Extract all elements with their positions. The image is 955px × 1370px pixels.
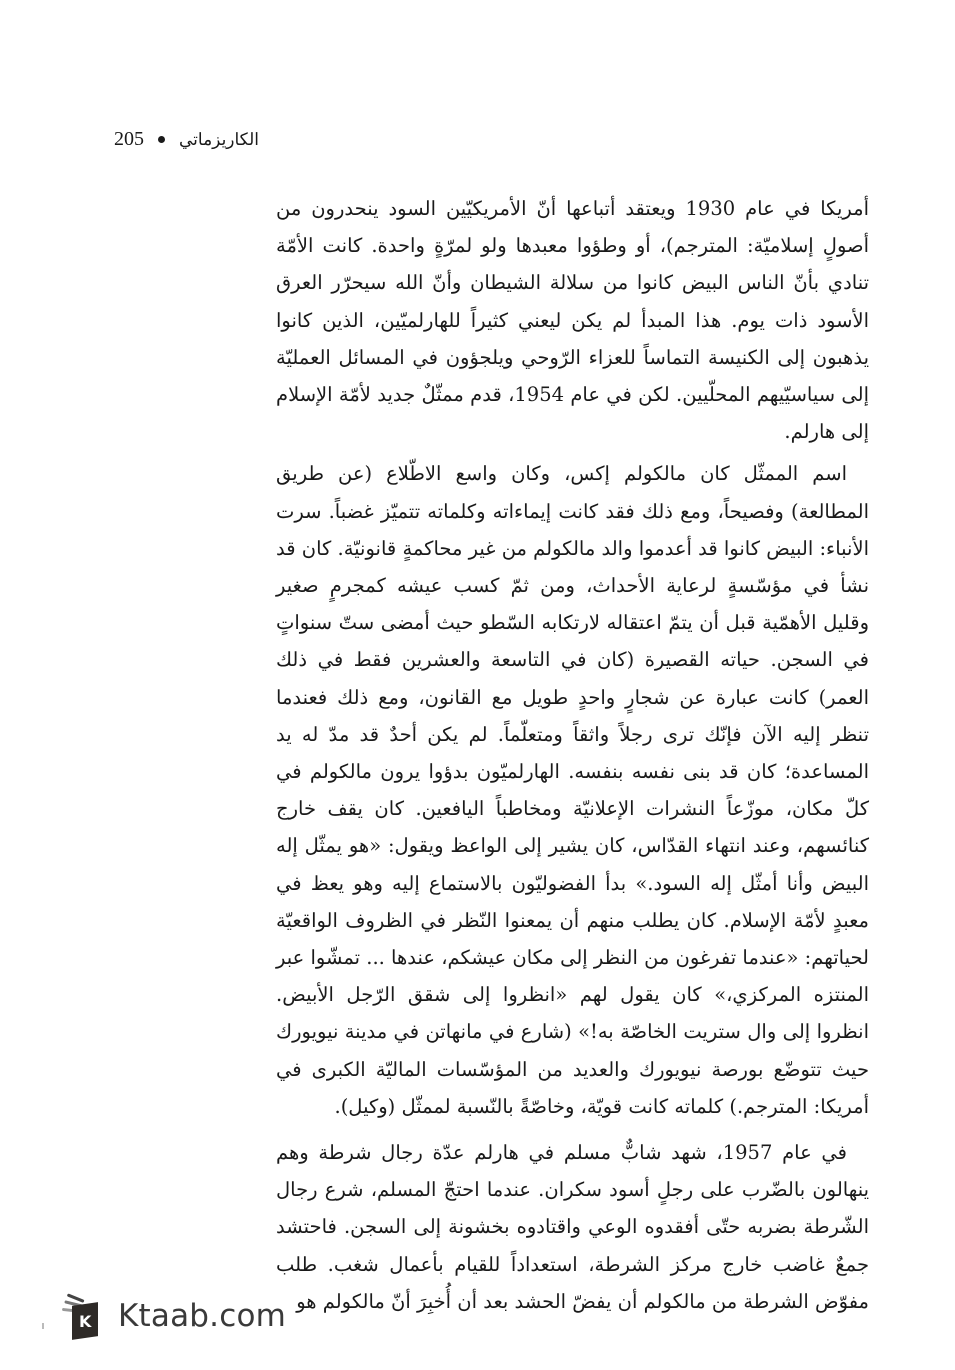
paragraph-3: في عام 1957، شهد شابٌّ مسلم في هارلم عدّة رجال شرطة وهم ينهالون بالضّرب على رجلٍ أسود سكران. عندما احتجّ المسلم، شرع رجال الشّرطة بضربه حتّى أفقدوه الوعي واقتادوه بخشونة إلى السجن. فاحتشد جمعٌ غاضب خارج مركز الشرطة، استعداداً للقيام بأعمال شغب. طلب مفوّض الشرطة من مالكولم أن يفضّ الحشد بعد أن أُخبِرَ أنّ مالكولم هو <box>276 1141 869 1313</box>
brand-name: Ktaab.com <box>118 1298 287 1334</box>
open-book-icon <box>52 1290 108 1342</box>
page-number: 205 <box>114 128 144 150</box>
running-header <box>114 128 259 151</box>
paragraph-1: أمريكا في عام 1930 ويعتقد أتباعها أنّ الأمريكيّين السود ينحدرون من أصولٍ إسلاميّة: المترجم)، أو وطؤوا معبدها ولو لمرّةٍ واحدة. كانت الأمّة تنادي بأنّ الناس البيض كانوا من سلالة الشيطان وأنّ الله سيحرّر العرق الأسود ذات يوم. هذا المبدأ لم يكن ليعني كثيراً للهارلميّين، الذين كانوا يذهبون إلى الكنيسة التماساً للعزاء الرّوحي ويلجؤون في المسائل العمليّة إلى سياسيّيهم المحلّيين. لكن في عام 1954، قدم ممثّلٌ جديد لأمّة الإسلام إلى هارلم. <box>276 197 869 444</box>
scan-mark <box>42 1323 44 1329</box>
chapter-title: الكاريزماتي <box>179 129 259 150</box>
publisher-logo <box>52 1290 286 1342</box>
paragraph-2: اسم الممثّل كان مالكولم إكس، وكان واسع الاطّلاع (عن طريق المطالعة) وفصيحاً، ومع ذلك فقد كانت إيماءاته وكلماته تتميّز غضباً. سرت الأنباء: البيض كانوا قد أعدموا والد مالكولم من غير محاكمةٍ قانونيّة. كان قد نشأ في مؤسّسةٍ لرعاية الأحداث، ومن ثمّ كسب عيشه كمجرمٍ صغير وقليل الأهمّية قبل أن يتمّ اعتقاله لارتكابه السّطو حيث أمضى ستّ سنواتٍ في السجن. حياته القصيرة (كان في التاسعة والعشرين فقط في ذلك العمر) كانت عبارة عن شجارٍ واحدٍ طويل مع القانون، ومع ذلك فعندما تنظر إليه الآن فإنّك ترى رجلاً واثقاً ومتعلّماً. لم يكن أحدٌ قد مدّ له يد المساعدة؛ كان قد بنى نفسه بنفسه. الهارلميّون بدؤوا يرون مالكولم في كلّ مكان، موزّعاً النشرات الإعلانيّة ومخاطباً اليافعين. كان يقف خارج كنائسهم، وعند انتهاء القدّاس، كان يشير إلى الواعظ ويقول: «هو يمثّل إله البيض وأنا أمثّل إله السود.» بدأ الفضوليّون بالاستماع إليه وهو يعظ في معبدٍ لأمّة الإسلام. كان يطلب منهم أن يمعنوا النّظر في الظروف الواقعيّة لحياتهم: «عندما تفرغون من النظر إلى مكان عيشكم، عندها ... تمشّوا عبر المنتزه المركزي،» كان يقول لهم «انظروا إلى شقق الرّجل الأبيض. انظروا إلى وال ستريت الخاصّة به!» (شارع في مانهاتن في مدينة نيويورك حيث تتوضّع بورصة نيويورك والعديد من المؤسّسات الماليّة الكبرى في أمريكا: المترجم.) كلماته كانت قويّة، وخاصّةً بالنّسبة لممثّل (وكيل). <box>276 462 870 1118</box>
logo-letter: K <box>78 1311 92 1331</box>
body-text <box>276 190 869 1320</box>
bullet-separator-icon <box>158 136 165 143</box>
